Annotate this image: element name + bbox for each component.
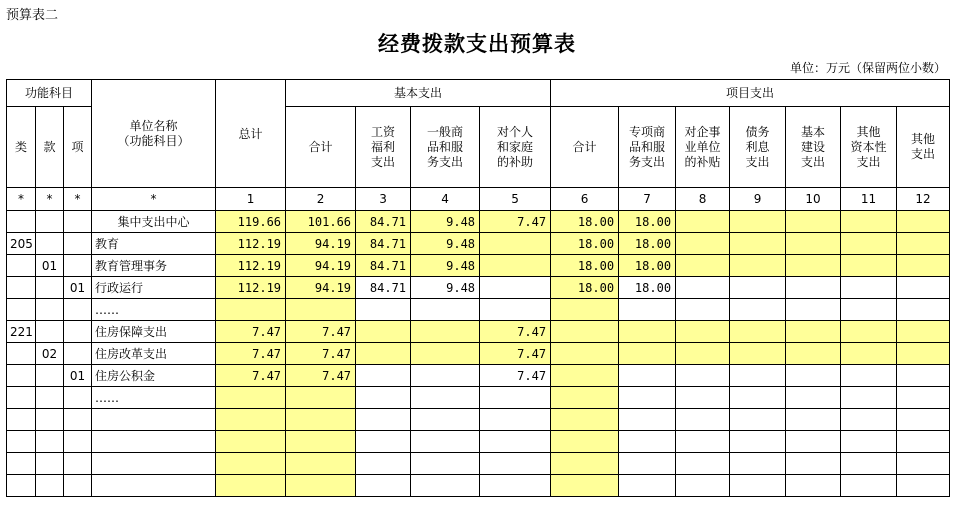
xiang-cell: [64, 475, 92, 497]
value-cell: 18.00: [619, 255, 676, 277]
kuan-cell: [36, 475, 64, 497]
value-cell: 119.66: [216, 211, 286, 233]
value-cell: [676, 255, 730, 277]
column-number: 3: [356, 188, 411, 211]
value-cell: [411, 321, 480, 343]
lei-cell: [7, 453, 36, 475]
value-cell: [730, 233, 786, 255]
value-cell: [897, 321, 950, 343]
value-cell: [786, 409, 841, 431]
project-sub-header: 合计: [551, 107, 619, 188]
xiang-header: 项: [64, 107, 92, 188]
column-number: 10: [786, 188, 841, 211]
value-cell: [786, 321, 841, 343]
value-cell: [897, 453, 950, 475]
value-cell: [841, 233, 897, 255]
total-header: 总计: [216, 80, 286, 188]
basic-sub-header: 一般商 品和服 务支出: [411, 107, 480, 188]
value-cell: [411, 343, 480, 365]
value-cell: [216, 387, 286, 409]
value-cell: [897, 299, 950, 321]
xiang-cell: [64, 409, 92, 431]
lei-cell: [7, 431, 36, 453]
value-cell: [676, 321, 730, 343]
value-cell: [730, 475, 786, 497]
value-cell: [897, 211, 950, 233]
kuan-cell: 01: [36, 255, 64, 277]
table-row: [7, 453, 950, 475]
unit-name-cell: 住房改革支出: [92, 343, 216, 365]
table-row: [7, 255, 950, 277]
value-cell: [786, 431, 841, 453]
kuan-cell: [36, 453, 64, 475]
basic-expenditure-header: 基本支出: [286, 80, 551, 107]
value-cell: [619, 365, 676, 387]
kuan-cell: [36, 277, 64, 299]
column-number: 5: [480, 188, 551, 211]
value-cell: [897, 233, 950, 255]
lei-cell: [7, 277, 36, 299]
value-cell: [841, 409, 897, 431]
value-cell: [216, 475, 286, 497]
value-cell: [411, 299, 480, 321]
xiang-cell: [64, 255, 92, 277]
value-cell: [676, 233, 730, 255]
table-row: [7, 277, 950, 299]
xiang-cell: [64, 211, 92, 233]
table-row: [7, 211, 950, 233]
value-cell: [897, 475, 950, 497]
value-cell: [356, 365, 411, 387]
column-number: 2: [286, 188, 356, 211]
xiang-cell: [64, 387, 92, 409]
value-cell: [676, 211, 730, 233]
project-sub-header: 专项商 品和服 务支出: [619, 107, 676, 188]
value-cell: [897, 343, 950, 365]
value-cell: [480, 409, 551, 431]
kuan-cell: 02: [36, 343, 64, 365]
value-cell: 7.47: [216, 321, 286, 343]
value-cell: [676, 365, 730, 387]
value-cell: [480, 299, 551, 321]
column-number: 1: [216, 188, 286, 211]
kuan-cell: [36, 387, 64, 409]
table-row: [7, 409, 950, 431]
value-cell: 84.71: [356, 255, 411, 277]
value-cell: [551, 431, 619, 453]
value-cell: 7.47: [286, 365, 356, 387]
value-cell: 94.19: [286, 277, 356, 299]
value-cell: 7.47: [286, 343, 356, 365]
table-row: [7, 365, 950, 387]
value-cell: [897, 409, 950, 431]
lei-cell: [7, 409, 36, 431]
value-cell: [286, 475, 356, 497]
xiang-cell: [64, 431, 92, 453]
value-cell: [841, 321, 897, 343]
kuan-cell: [36, 365, 64, 387]
value-cell: [619, 321, 676, 343]
value-cell: 7.47: [216, 365, 286, 387]
lei-cell: 205: [7, 233, 36, 255]
value-cell: [619, 387, 676, 409]
value-cell: [730, 255, 786, 277]
value-cell: [411, 475, 480, 497]
unit-name-cell: 教育管理事务: [92, 255, 216, 277]
unit-name-cell: 住房保障支出: [92, 321, 216, 343]
value-cell: [480, 475, 551, 497]
value-cell: [730, 211, 786, 233]
value-cell: [286, 387, 356, 409]
value-cell: [730, 453, 786, 475]
value-cell: [730, 387, 786, 409]
value-cell: [286, 299, 356, 321]
value-cell: [551, 475, 619, 497]
column-number: 4: [411, 188, 480, 211]
xiang-cell: 01: [64, 277, 92, 299]
value-cell: [619, 299, 676, 321]
xiang-cell: [64, 233, 92, 255]
lei-cell: [7, 475, 36, 497]
value-cell: [356, 321, 411, 343]
value-cell: [897, 277, 950, 299]
value-cell: 94.19: [286, 255, 356, 277]
unit-name-cell: [92, 431, 216, 453]
unit-name-cell: 集中支出中心: [92, 211, 216, 233]
kuan-cell: [36, 233, 64, 255]
value-cell: [676, 431, 730, 453]
value-cell: 18.00: [551, 277, 619, 299]
table-row: [7, 431, 950, 453]
value-cell: [786, 233, 841, 255]
value-cell: [730, 343, 786, 365]
value-cell: 18.00: [551, 255, 619, 277]
project-sub-header: 债务 利息 支出: [730, 107, 786, 188]
value-cell: [786, 453, 841, 475]
table-row: [7, 387, 950, 409]
table-row: [7, 321, 950, 343]
column-number: 7: [619, 188, 676, 211]
column-number: 8: [676, 188, 730, 211]
unit-note: 单位：万元（保留两位小数）: [789, 61, 946, 75]
value-cell: [411, 431, 480, 453]
value-cell: [411, 409, 480, 431]
value-cell: [216, 453, 286, 475]
value-cell: 9.48: [411, 233, 480, 255]
value-cell: [897, 387, 950, 409]
value-cell: [841, 211, 897, 233]
value-cell: [786, 299, 841, 321]
value-cell: [841, 387, 897, 409]
value-cell: 9.48: [411, 255, 480, 277]
value-cell: [356, 387, 411, 409]
value-cell: [356, 409, 411, 431]
value-cell: 18.00: [551, 211, 619, 233]
value-cell: [786, 365, 841, 387]
unit-name-cell: 教育: [92, 233, 216, 255]
lei-cell: [7, 211, 36, 233]
unit-name-cell: [92, 409, 216, 431]
kuan-cell: [36, 409, 64, 431]
value-cell: [619, 453, 676, 475]
value-cell: 9.48: [411, 277, 480, 299]
value-cell: 18.00: [551, 233, 619, 255]
value-cell: [411, 365, 480, 387]
value-cell: [619, 475, 676, 497]
value-cell: [786, 211, 841, 233]
value-cell: [730, 277, 786, 299]
value-cell: [551, 365, 619, 387]
kuan-cell: [36, 211, 64, 233]
value-cell: [786, 343, 841, 365]
xiang-cell: [64, 343, 92, 365]
value-cell: [730, 431, 786, 453]
value-cell: [619, 409, 676, 431]
value-cell: [216, 431, 286, 453]
star-marker: *: [7, 188, 36, 211]
unit-name-cell: ……: [92, 387, 216, 409]
value-cell: [730, 365, 786, 387]
value-cell: 18.00: [619, 277, 676, 299]
value-cell: 7.47: [286, 321, 356, 343]
project-expenditure-header: 项目支出: [551, 80, 950, 107]
kuan-header: 款: [36, 107, 64, 188]
kuan-cell: [36, 299, 64, 321]
value-cell: 7.47: [480, 321, 551, 343]
value-cell: [480, 387, 551, 409]
lei-cell: [7, 387, 36, 409]
basic-sub-header: 工资 福利 支出: [356, 107, 411, 188]
value-cell: [619, 343, 676, 365]
value-cell: [480, 453, 551, 475]
value-cell: 18.00: [619, 211, 676, 233]
star-marker: *: [92, 188, 216, 211]
lei-cell: [7, 365, 36, 387]
project-sub-header: 其他 支出: [897, 107, 950, 188]
value-cell: [676, 299, 730, 321]
value-cell: 7.47: [216, 343, 286, 365]
value-cell: [786, 475, 841, 497]
lei-header: 类: [7, 107, 36, 188]
star-marker: *: [36, 188, 64, 211]
value-cell: [480, 431, 551, 453]
value-cell: 112.19: [216, 233, 286, 255]
project-sub-header: 对企事 业单位 的补贴: [676, 107, 730, 188]
value-cell: 94.19: [286, 233, 356, 255]
basic-sub-header: 合计: [286, 107, 356, 188]
unit-name-cell: 行政运行: [92, 277, 216, 299]
value-cell: [480, 233, 551, 255]
value-cell: 112.19: [216, 277, 286, 299]
value-cell: [551, 343, 619, 365]
value-cell: [286, 409, 356, 431]
unit-name-header: 单位名称 （功能科目）: [92, 80, 216, 188]
value-cell: [286, 453, 356, 475]
unit-name-cell: 住房公积金: [92, 365, 216, 387]
unit-name-cell: [92, 453, 216, 475]
value-cell: [551, 321, 619, 343]
value-cell: [676, 453, 730, 475]
value-cell: [216, 409, 286, 431]
value-cell: [676, 475, 730, 497]
value-cell: 112.19: [216, 255, 286, 277]
budget-table: [6, 79, 950, 497]
value-cell: [551, 453, 619, 475]
value-cell: [411, 387, 480, 409]
func-subject-header: 功能科目: [7, 80, 92, 107]
value-cell: [730, 409, 786, 431]
value-cell: [841, 475, 897, 497]
kuan-cell: [36, 431, 64, 453]
value-cell: 18.00: [619, 233, 676, 255]
xiang-cell: [64, 453, 92, 475]
value-cell: [730, 321, 786, 343]
column-number: 12: [897, 188, 950, 211]
xiang-cell: [64, 299, 92, 321]
value-cell: [551, 387, 619, 409]
value-cell: [730, 299, 786, 321]
value-cell: [786, 255, 841, 277]
value-cell: [216, 299, 286, 321]
value-cell: [356, 299, 411, 321]
value-cell: [786, 277, 841, 299]
lei-cell: 221: [7, 321, 36, 343]
value-cell: 101.66: [286, 211, 356, 233]
basic-sub-header: 对个人 和家庭 的补助: [480, 107, 551, 188]
value-cell: 7.47: [480, 211, 551, 233]
value-cell: 7.47: [480, 365, 551, 387]
value-cell: [897, 365, 950, 387]
value-cell: [356, 475, 411, 497]
value-cell: [841, 277, 897, 299]
value-cell: [897, 431, 950, 453]
value-cell: [286, 431, 356, 453]
lei-cell: [7, 255, 36, 277]
star-marker: *: [64, 188, 92, 211]
value-cell: [841, 299, 897, 321]
value-cell: [356, 431, 411, 453]
value-cell: [841, 431, 897, 453]
corner-label: 预算表二: [6, 8, 59, 23]
value-cell: [841, 365, 897, 387]
table-row: [7, 299, 950, 321]
xiang-cell: 01: [64, 365, 92, 387]
value-cell: [676, 387, 730, 409]
value-cell: [841, 453, 897, 475]
table-row: [7, 475, 950, 497]
column-number: 6: [551, 188, 619, 211]
value-cell: 84.71: [356, 233, 411, 255]
value-cell: [676, 409, 730, 431]
value-cell: [619, 431, 676, 453]
value-cell: [411, 453, 480, 475]
xiang-cell: [64, 321, 92, 343]
value-cell: 7.47: [480, 343, 551, 365]
project-sub-header: 其他 资本性 支出: [841, 107, 897, 188]
value-cell: 84.71: [356, 277, 411, 299]
unit-name-cell: ……: [92, 299, 216, 321]
project-sub-header: 基本 建设 支出: [786, 107, 841, 188]
value-cell: [356, 453, 411, 475]
value-cell: [897, 255, 950, 277]
lei-cell: [7, 343, 36, 365]
value-cell: 84.71: [356, 211, 411, 233]
value-cell: [480, 277, 551, 299]
value-cell: [676, 343, 730, 365]
unit-name-cell: [92, 475, 216, 497]
table-row: [7, 233, 950, 255]
column-number: 11: [841, 188, 897, 211]
value-cell: [480, 255, 551, 277]
value-cell: [676, 277, 730, 299]
value-cell: [841, 255, 897, 277]
column-number: 9: [730, 188, 786, 211]
value-cell: [841, 343, 897, 365]
value-cell: [356, 343, 411, 365]
table-row: [7, 343, 950, 365]
lei-cell: [7, 299, 36, 321]
page-title: 经费拨款支出预算表: [378, 31, 576, 56]
value-cell: [551, 299, 619, 321]
value-cell: [551, 409, 619, 431]
kuan-cell: [36, 321, 64, 343]
value-cell: [786, 387, 841, 409]
value-cell: 9.48: [411, 211, 480, 233]
